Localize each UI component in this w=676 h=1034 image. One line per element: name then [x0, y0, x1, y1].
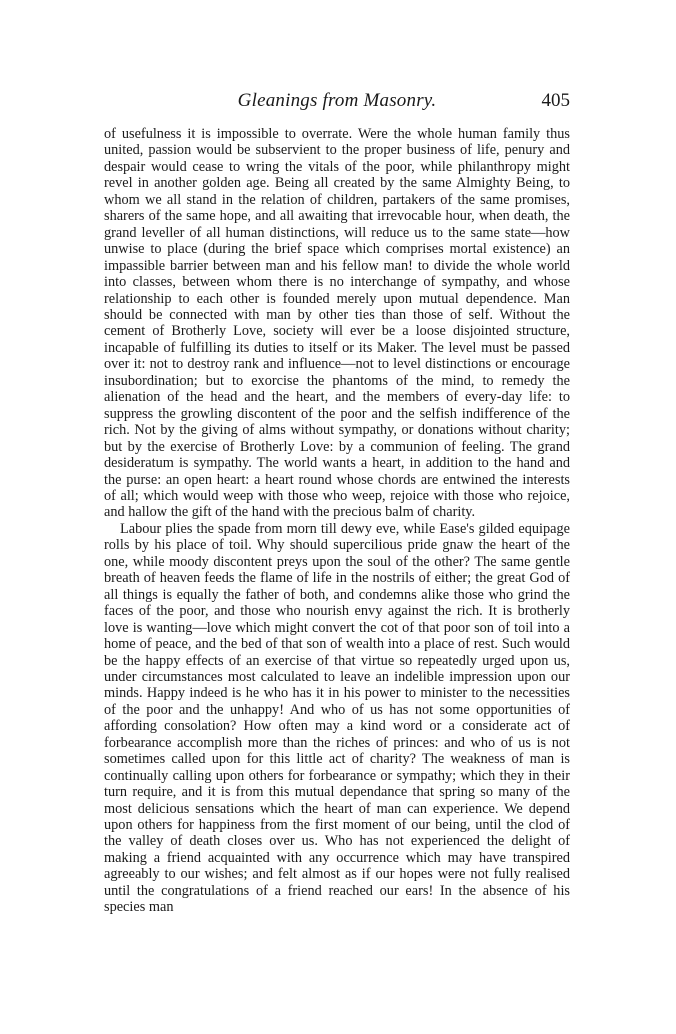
body-text: [104, 126, 570, 916]
paragraph: Labour plies the spade from morn till dewy eve, while Ease's gilded equipage rolls by his place of toil. Why should supercilious pride gnaw the heart of the one, while moody discontent preys upon the soul of the other? The same gentle breath of heaven feeds the flame of life in the nostrils of either; the great God of all things is equally the father of both, and condemns alike those who grind the faces of the poor, and those who nourish envy against the rich. It is brotherly love is wanting—love which might convert the cot of that poor son of toil into a home of peace, and the bed of that son of wealth into a place of rest. Such would be the happy effects of an exercise of that virtue so repeatedly urged upon us, under circumstances most calculated to leave an indelible impression upon our minds. Happy indeed is he who has it in his power to minister to the necessities of the poor and the unhappy! And who of us has not some opportunities of affording consolation? How often may a kind word or a considerate act of forbearance accomplish more than the riches of princes: and who of us is not sometimes called upon for this little act of charity? The weakness of man is continually calling upon others for forbearance or sympathy; which they in their turn require, and it is from this mutual dependance that spring so many of the most delicious sensations which the heart of man can experience. We depend upon others for happiness from the first moment of our being, until the clod of the valley of death closes over us. Who has not experienced the delight of making a friend acquainted with any occurrence which may have transpired agreeably to our wishes; and felt almost as if our hopes were not fully realised until the congratulations of a friend reached our ears! In the absence of his species man: [104, 520, 570, 916]
paragraph-continued: of usefulness it is impossible to overrate. Were the whole human family thus united, passion would be subservient to the proper business of life, penury and despair would cease to wring the vitals of the poor, while philanthropy might revel in another golden age. Being all created by the same Almighty Being, to whom we all stand in the relation of children, partakers of the same promises, sharers of the same hope, and all awaiting that irrevocable hour, when death, the grand leveller of all human distinctions, will reduce us to the same state—how unwise to place (during the brief space which comprises mortal existence) an impassible barrier between man and his fellow man! to divide the whole world into classes, between whom there is no interchange of sympathy, and whose relationship to each other is founded merely upon mutual dependence. Man should be connected with man by other ties than those of self. Without the cement of Brotherly Love, society will ever be a loose disjointed structure, incapable of fulfilling its duties to itself or its Maker. The level must be passed over it: not to destroy rank and influence—not to level distinctions or encourage insubordination; but to exorcise the phantoms of the mind, to remedy the alienation of the head and the heart, and the members of every-day life: to suppress the growling discontent of the poor and the selfish indifference of the rich. Not by the giving of alms without sympathy, or donations without charity; but by the exercise of Brotherly Love: by a communion of feeling. The grand desideratum is sympathy. The world wants a heart, in addition to the hand and the purse: an open heart: a heart round whose chords are entwined the interests of all; which would weep with those who weep, rejoice with those who rejoice, and hallow the gift of the hand with the precious balm of charity.: [104, 126, 570, 521]
page-number: 405: [541, 90, 570, 111]
running-title: Gleanings from Masonry.: [237, 90, 437, 111]
page-header: [104, 88, 570, 114]
